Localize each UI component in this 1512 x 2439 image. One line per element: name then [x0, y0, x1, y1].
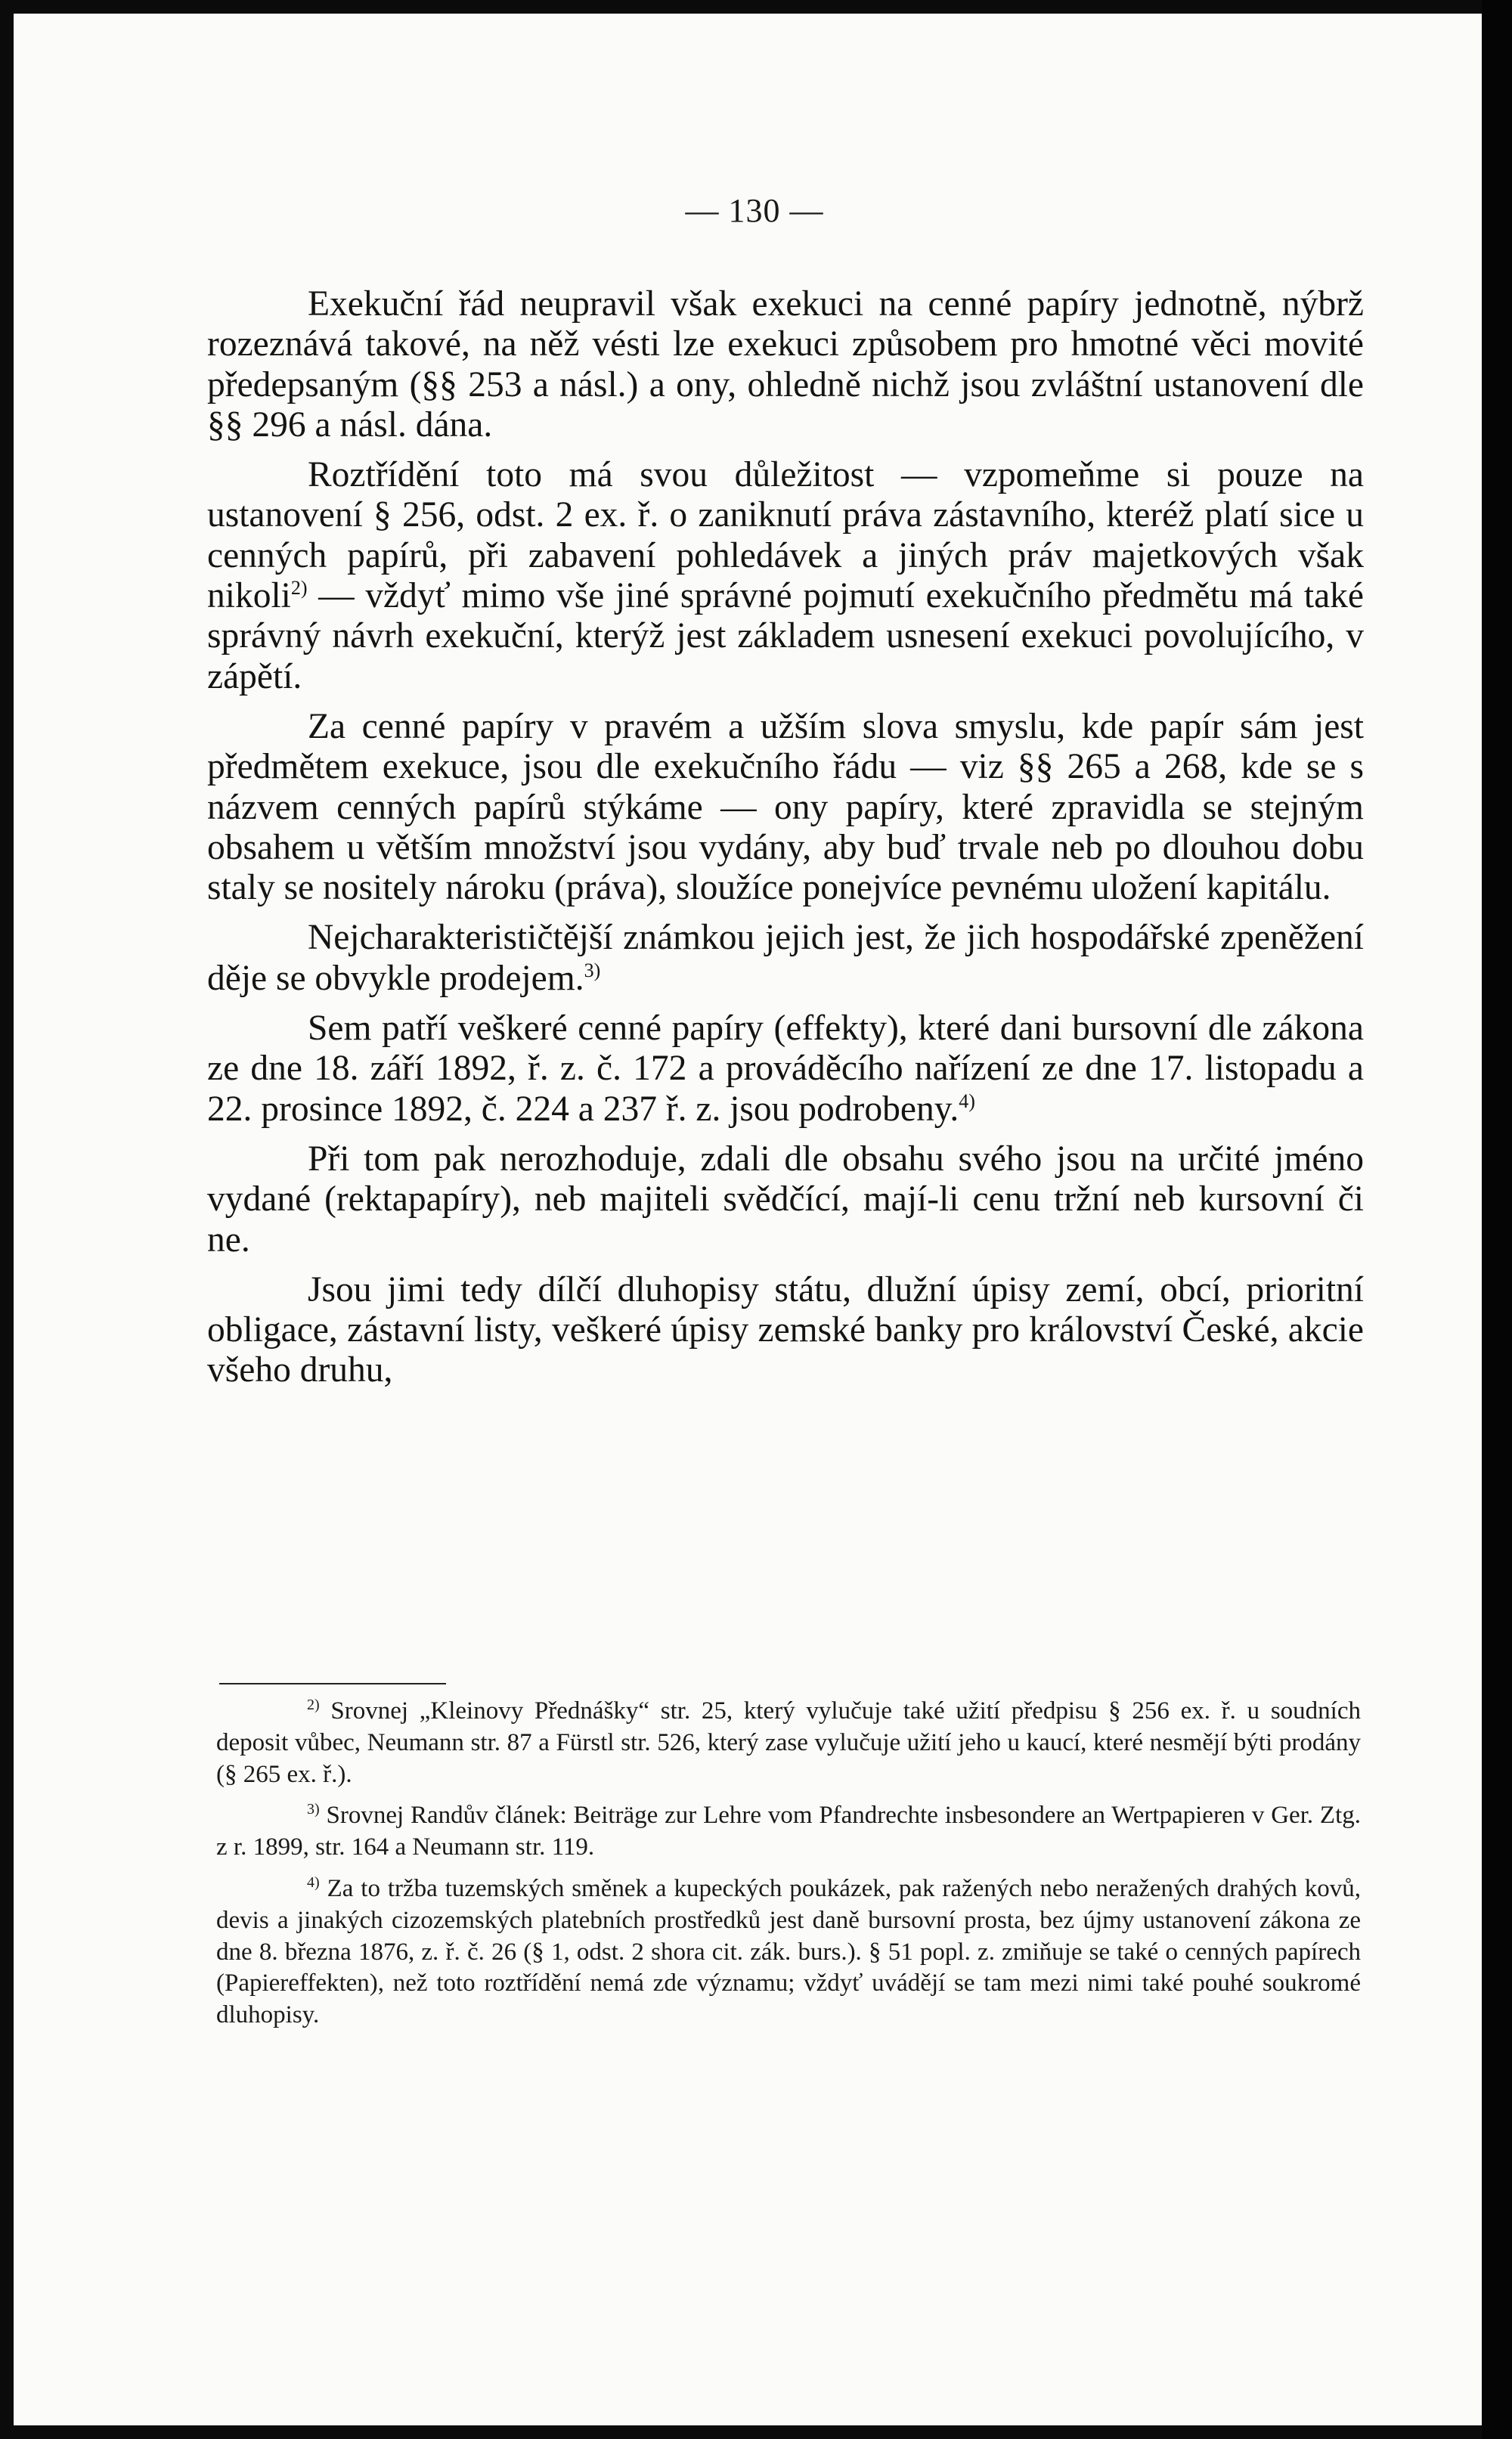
footnote	[216, 1800, 1361, 1864]
paragraph-text: — vždyť mimo vše jiné správné pojmutí exekučního předmětu má také správný návrh exekuční, kterýž jest základem usnesení exekuci povolujícího, v zápětí.	[207, 576, 1365, 696]
main-text	[207, 284, 1364, 1401]
footnotes	[216, 1696, 1361, 2041]
paragraph	[207, 918, 1364, 999]
book-page	[14, 14, 1495, 2425]
footnote-number: 2)	[307, 1697, 320, 1713]
paragraph	[207, 455, 1364, 697]
footnote-text: Srovnej „Kleinovy Přednášky“ str. 25, který vylučuje také užití předpisu § 256 ex. ř. u soudních deposit vůbec, Neumann str. 87 a Fürstl str. 526, který zase vylučuje užití jeho u kaucí, které nesmějí býti prodány (§ 265 ex. ř.).	[216, 1697, 1361, 1788]
footnote-number: 3)	[307, 1801, 320, 1818]
paragraph	[207, 1009, 1364, 1130]
page-number: — 130 —	[685, 192, 824, 229]
paragraph: Za cenné papíry v pravém a užším slova smyslu, kde papír sám jest předmětem exekuce, jsou dle exekučního řádu — viz §§ 265 a 268, kde se s názvem cenných papírů stýkáme — ony papíry, které zpravidla se stejným obsahem u větším množství jsou vydány, aby buď trvale neb po dlouhou dobu staly se nositely nároku (práva), sloužíce ponejvíce pevnému uložení kapitálu.	[207, 706, 1364, 908]
paragraph-text: Sem patří veškeré cenné papíry (effekty), které dani bursovní dle zákona ze dne 18. září 1892, ř. z. č. 172 a prováděcího nařízení ze dne 17. listopadu a 22. prosince 1892, č. 224 a 237 ř. z. jsou podrobeny.	[207, 1009, 1364, 1129]
paragraph: Při tom pak nerozhoduje, zdali dle obsahu svého jsou na určité jméno vydané (rektapapíry), neb majiteli svědčící, mají-li cenu tržní neb kursovní či ne.	[207, 1139, 1364, 1260]
paragraph: Jsou jimi tedy dílčí dluhopisy státu, dlužní úpisy zemí, obcí, prioritní obligace, zástavní listy, veškeré úpisy zemské banky pro království České, akcie všeho druhu,	[207, 1269, 1364, 1390]
footnote-text: Srovnej Randův článek: Beiträge zur Lehre vom Pfandrechte insbesondere an Wertpapieren v Ger. Ztg. z r. 1899, str. 164 a Neumann str. 119.	[216, 1802, 1362, 1861]
footnote-divider	[219, 1683, 446, 1684]
footnote-number: 4)	[307, 1873, 320, 1891]
footnote-text: Za to tržba tuzemských směnek a kupeckých poukázek, pak ražených nebo neražených drahých kovů, devis a jinakých cizozemských platebních prostředků jest daně bursovní prosta, bez újmy ustanovení zákona ze dne 8. března 1876, z. ř. č. 26 (§ 1, odst. 2 shora cit. zák. burs.). § 51 popl. z. zmiňuje se také o cenných papírech (Papiereffekten), než toto roztřídění nemá zde významu; vždyť uvádějí se tam mezi nimi také pouhé soukromé dluhopisy.	[216, 1874, 1362, 2029]
paragraph-text: Roztřídění toto má svou důležitost — vzpomeňme si pouze na ustanovení § 256, odst. 2 ex. ř. o zaniknutí práva zástavního, kteréž platí sice u cenných papírů, při zabavení pohledávek a jiných práv majetkových však nikoli	[207, 455, 1364, 616]
paragraph: Exekuční řád neupravil však exekuci na cenné papíry jednotně, nýbrž rozeznává takové, na něž vésti lze exekuci způsobem pro hmotné věci movité předepsaným (§§ 253 a násl.) a ony, ohledně nichž jsou zvláštní ustanovení dle §§ 296 a násl. dána.	[207, 284, 1364, 445]
footnote-ref: 2)	[290, 577, 308, 600]
footnote	[216, 1873, 1361, 2031]
paragraph-text: Nejcharakterističtější známkou jejich jest, že jich hospodářské zpeněžení děje se obvykle prodejem.	[207, 918, 1364, 998]
footnote-ref: 4)	[959, 1089, 975, 1112]
footnote-ref: 3)	[584, 959, 601, 981]
scan-edge-shadow	[1482, 0, 1512, 2439]
footnote	[216, 1696, 1361, 1790]
